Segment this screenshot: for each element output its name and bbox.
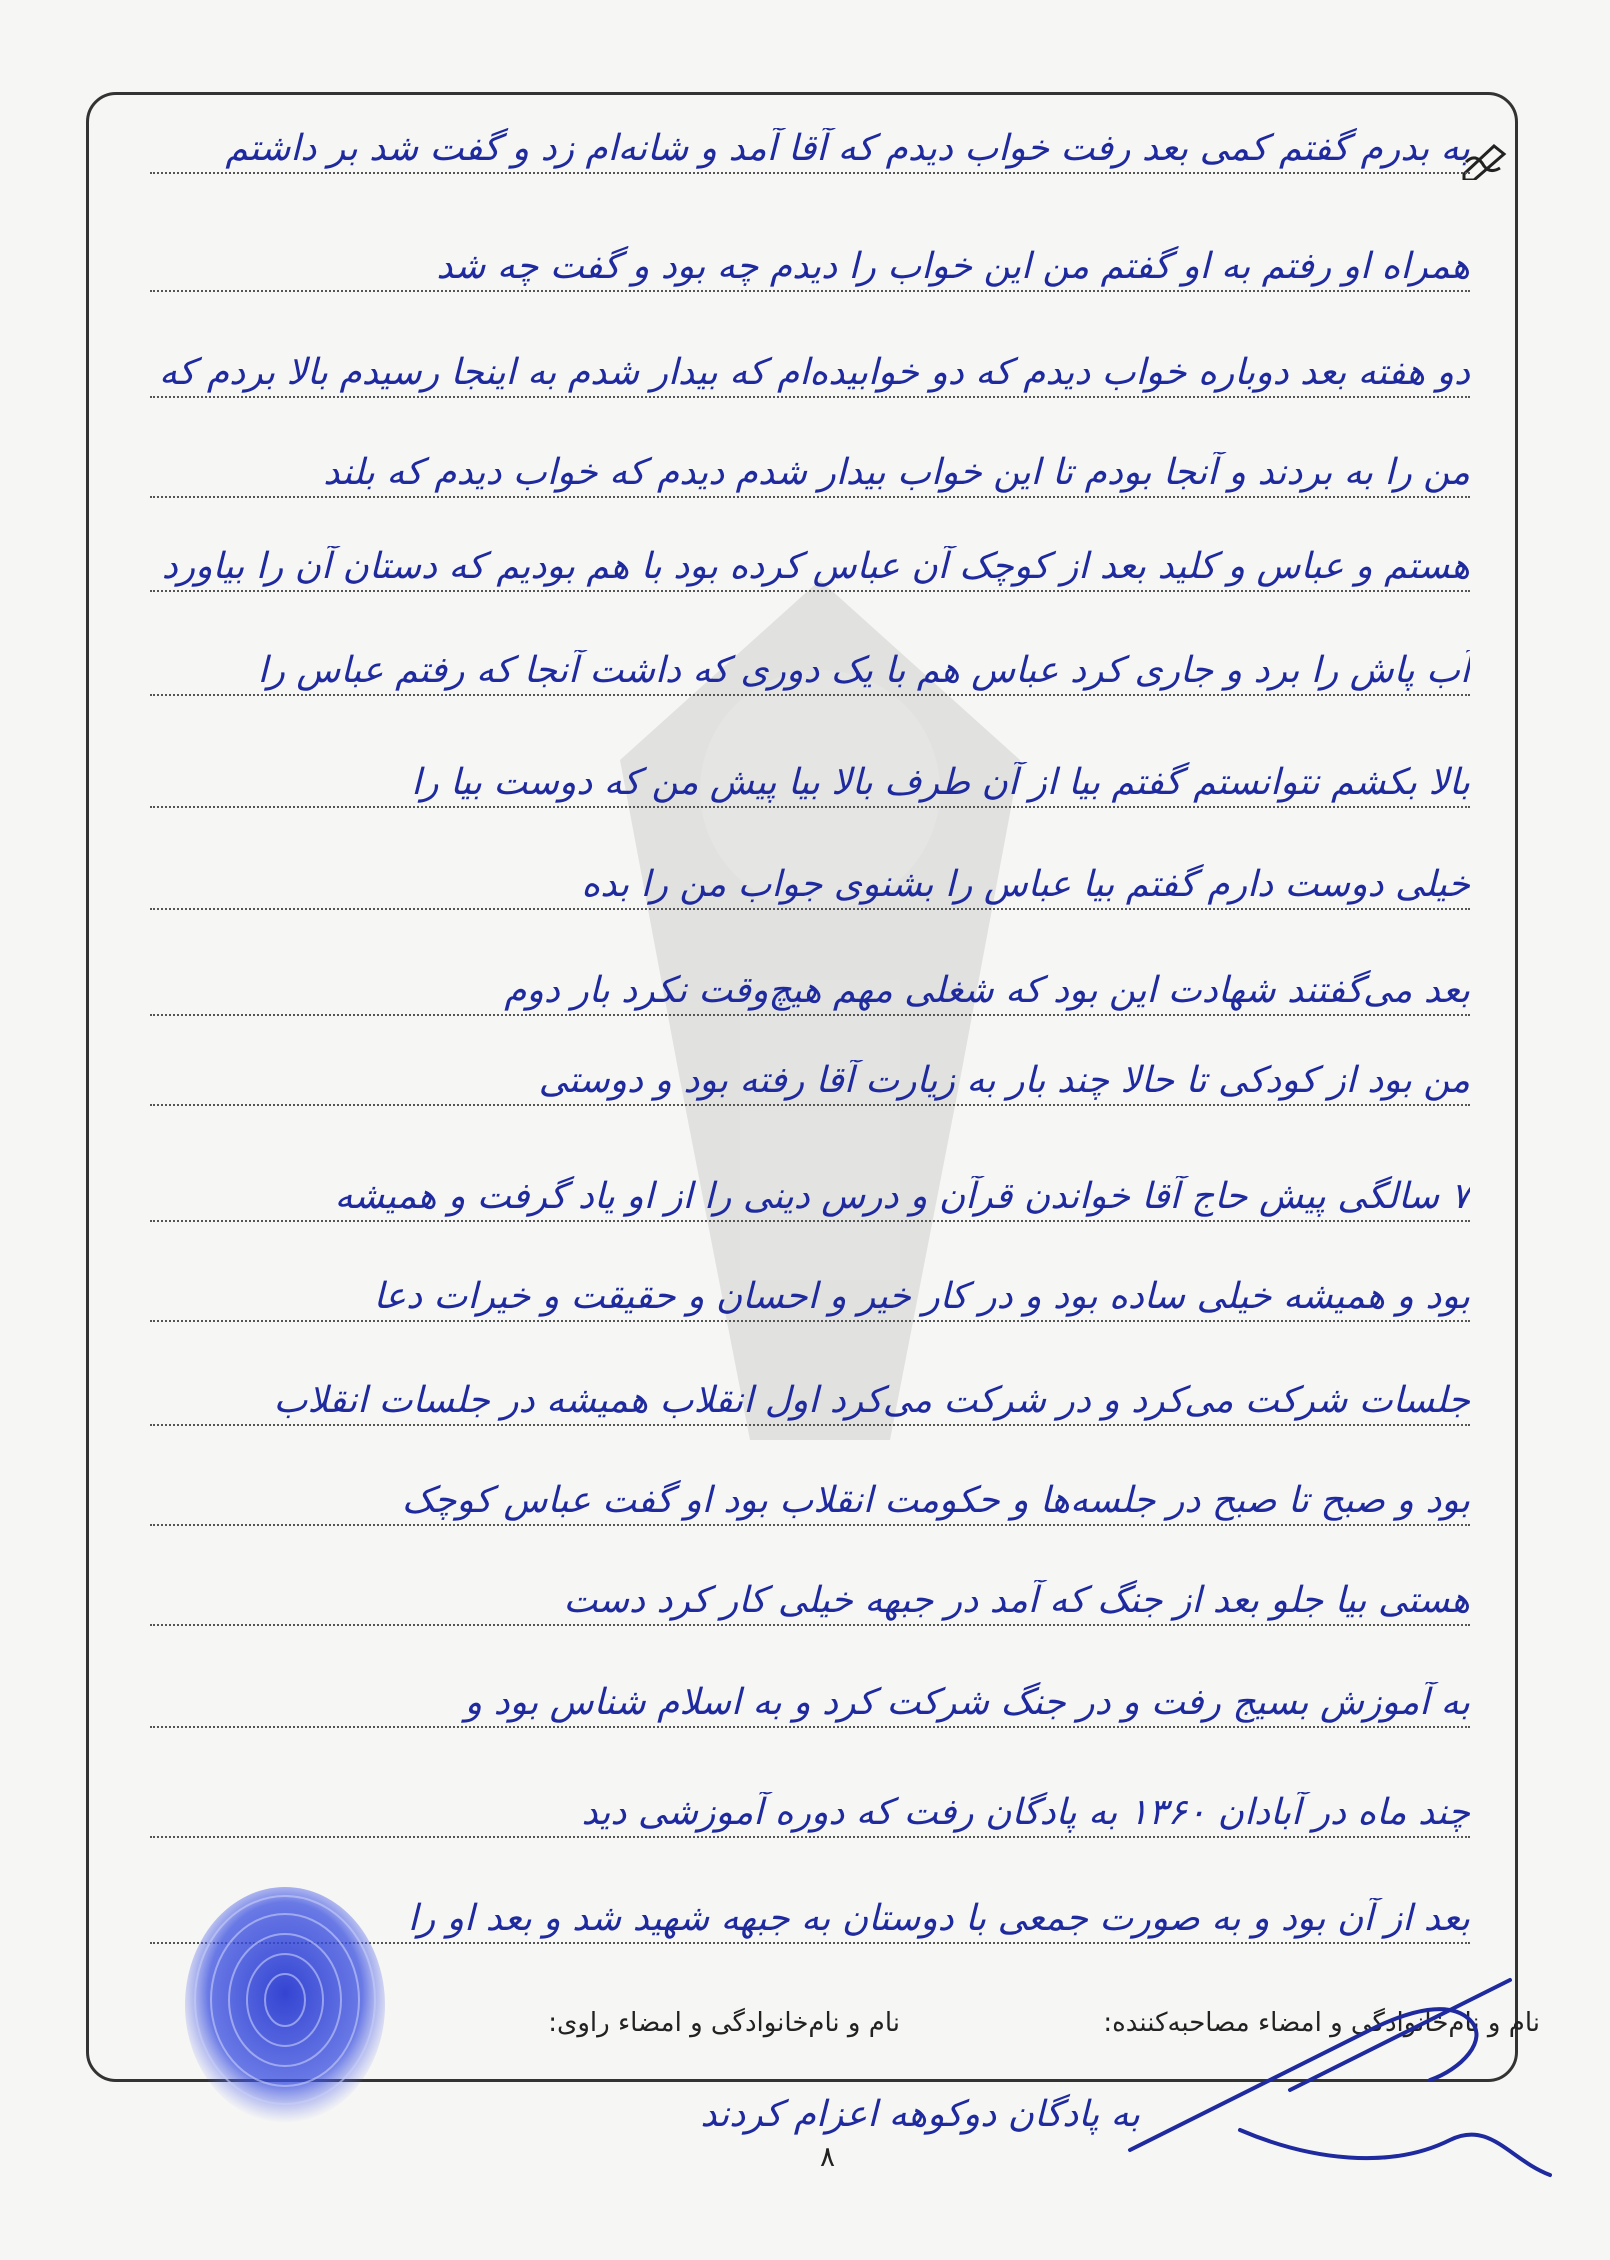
handwritten-line: بعد از آن بود و به صورت جمعی با دوستان به جبهه شهید شد و بعد او را (407, 1898, 1470, 1939)
handwritten-line: من را به بردند و آنجا بودم تا این خواب بیدار شدم دیدم که خواب دیدم که بلند (323, 452, 1470, 493)
dotted-line (150, 396, 1470, 398)
handwritten-line: به بدرم گفتم کمی بعد رفت خواب دیدم که آقا آمد و شانه‌ام زد و گفت شد بر داشتم (225, 128, 1470, 169)
handwritten-line: بود و صبح تا صبح در جلسه‌ها و حکومت انقلاب بود او گفت عباس کوچک (401, 1480, 1470, 1521)
dotted-line (150, 1014, 1470, 1016)
dotted-line (150, 1220, 1470, 1222)
dotted-line (150, 290, 1470, 292)
handwritten-line: بالا بکشم نتوانستم گفتم بیا از آن طرف بالا بیا پیش من که دوست بیا را (411, 762, 1470, 803)
thumbprint (170, 1880, 400, 2130)
handwritten-line: بود و همیشه خیلی ساده بود و در کار خیر و احسان و حقیقت و خیرات دعا (373, 1276, 1470, 1317)
handwritten-line: هستم و عباس و کلید بعد از کوچک آن عباس کرده بود با هم بودیم که دستان آن را بیاورد (161, 546, 1470, 587)
handwritten-line: جلسات شرکت می‌کرد و در شرکت می‌کرد اول انقلاب همیشه در جلسات انقلاب (273, 1380, 1470, 1421)
handwritten-line: من بود از کودکی تا حالا چند بار به زیارت آقا رفته بود و دوستی (538, 1060, 1470, 1101)
handwritten-line: ۷ سالگی پیش حاج آقا خواندن قرآن و درس دینی را از او یاد گرفت و همیشه (334, 1176, 1470, 1217)
signature (1090, 1960, 1570, 2190)
page-number: ۸ (820, 2140, 836, 2173)
dotted-line (150, 1424, 1470, 1426)
dotted-line (150, 496, 1470, 498)
footer-handwritten-note: به پادگان دوکوهه اعزام کردند (700, 2094, 1140, 2135)
dotted-line (150, 806, 1470, 808)
dotted-line (150, 172, 1470, 174)
handwritten-line: به آموزش بسیج رفت و در جنگ شرکت کرد و به اسلام شناس بود و (464, 1682, 1470, 1723)
dotted-line (150, 1524, 1470, 1526)
dotted-line (150, 1726, 1470, 1728)
handwritten-line: بعد می‌گفتند شهادت این بود که شغلی مهم هیچ‌وقت نکرد بار دوم (504, 970, 1470, 1011)
dotted-line (150, 1836, 1470, 1838)
handwritten-line: چند ماه در آبادان ۱۳۶۰ به پادگان رفت که دوره آموزشی دید (581, 1792, 1470, 1833)
dotted-line (150, 908, 1470, 910)
handwritten-line: خیلی دوست دارم گفتم بیا عباس را بشنوی جواب من را بده (581, 864, 1470, 905)
handwritten-line: هستی بیا جلو بعد از جنگ که آمد در جبهه خیلی کار کرد دست (563, 1580, 1470, 1621)
dotted-line (150, 1320, 1470, 1322)
dotted-line (150, 1104, 1470, 1106)
dotted-line (150, 694, 1470, 696)
handwritten-line: دو هفته بعد دوباره خواب دیدم که دو خوابیده‌ام که بیدار شدم به اینجا رسیدم بالا بردم که (159, 352, 1470, 393)
handwritten-line: همراه او رفتم به او گفتم من این خواب را دیدم چه بود و گفت چه شد (436, 246, 1470, 287)
dotted-line (150, 590, 1470, 592)
narrator-signature-label: نام و نام‌خانوادگی و امضاء راوی: (548, 2008, 900, 2038)
interviewer-signature-label: نام و نام‌خانوادگی و امضاء مصاحبه‌کننده: (1103, 2008, 1540, 2038)
handwritten-line: آب پاش را برد و جاری کرد عباس هم با یک دوری که داشت آنجا که رفتم عباس را (257, 650, 1470, 691)
dotted-line (150, 1624, 1470, 1626)
